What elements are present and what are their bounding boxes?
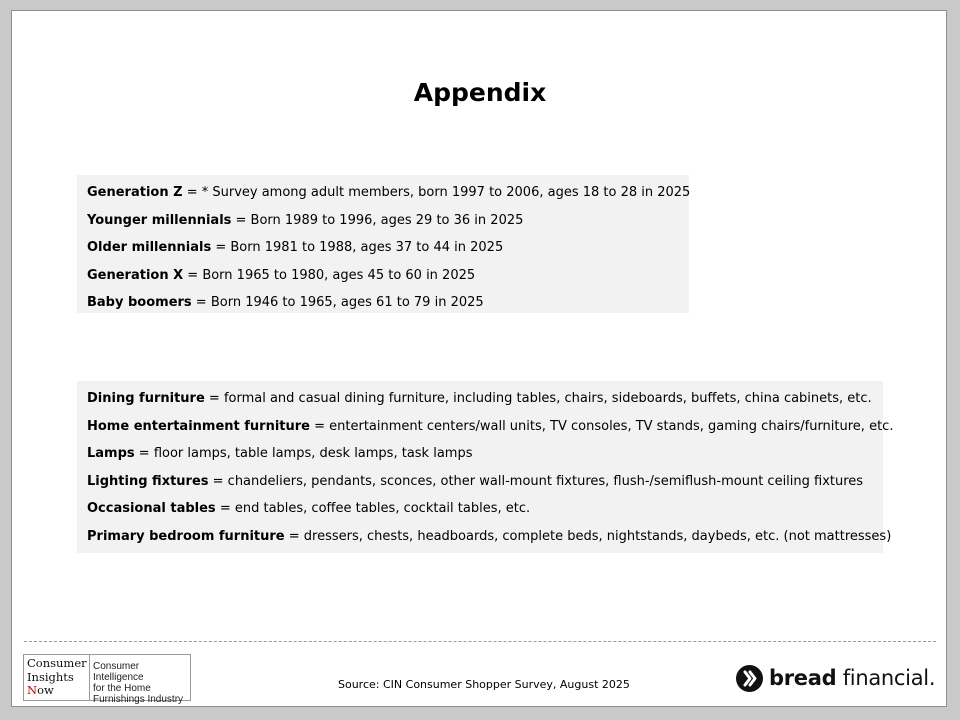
bread-financial-logo bbox=[736, 663, 935, 693]
brand-light: financial bbox=[836, 666, 929, 690]
definition-row bbox=[87, 234, 679, 262]
definition-term: Occasional tables bbox=[87, 501, 216, 516]
definition-term: Generation X bbox=[87, 267, 184, 283]
category-definitions bbox=[77, 381, 894, 553]
definition-text: = formal and casual dining furniture, including tables, chairs, sideboards, buffets, china cabinets, etc. bbox=[204, 391, 872, 406]
definition-text: = dressers, chests, headboards, complete beds, nightstands, daybeds, etc. (not mattresses) bbox=[284, 528, 892, 544]
brand-bold: bread bbox=[769, 666, 837, 690]
definition-text: = Born 1981 to 1988, ages 37 to 44 in 2025 bbox=[211, 240, 504, 255]
cin-tagline-line: for the Home bbox=[93, 683, 151, 694]
cin-logo-wordmark bbox=[24, 655, 90, 700]
cin-logo bbox=[23, 654, 191, 705]
definition-row bbox=[87, 440, 873, 468]
definition-row bbox=[87, 262, 679, 290]
bread-logo-icon bbox=[736, 665, 763, 692]
definition-text: = Born 1965 to 1980, ages 45 to 60 in 2025 bbox=[183, 267, 476, 283]
cin-tagline-line: Consumer Intelligence bbox=[93, 661, 144, 683]
bread-logo-text bbox=[769, 666, 935, 690]
definition-row bbox=[87, 495, 873, 523]
definition-text: = floor lamps, table lamps, desk lamps, task lamps bbox=[134, 446, 473, 461]
definition-text: = * Survey among adult members, born 1997 to 2006, ages 18 to 28 in 2025 bbox=[182, 185, 691, 200]
definition-term: Dining furniture bbox=[87, 391, 205, 406]
definition-term: Older millennials bbox=[87, 240, 212, 255]
definition-term: Home entertainment furniture bbox=[87, 418, 310, 434]
definition-text: = end tables, coffee tables, cocktail tables, etc. bbox=[215, 501, 531, 516]
definition-row bbox=[87, 385, 873, 413]
definition-term: Generation Z bbox=[87, 185, 183, 200]
definition-text: = entertainment centers/wall units, TV consoles, TV stands, gaming chairs/furniture, etc. bbox=[310, 418, 894, 434]
definition-term: Younger millennials bbox=[87, 212, 232, 228]
definition-row bbox=[87, 468, 873, 496]
definition-text: = Born 1989 to 1996, ages 29 to 36 in 2025 bbox=[231, 212, 524, 228]
definition-row bbox=[87, 179, 691, 207]
definition-term: Baby boomers bbox=[87, 295, 192, 310]
brand-mark: . bbox=[928, 666, 936, 690]
cin-tagline-line: Furnishings Industry bbox=[93, 694, 184, 705]
generations-definitions bbox=[77, 175, 689, 313]
definition-row bbox=[87, 207, 679, 235]
definition-text: = chandeliers, pendants, sconces, other wall-mount fixtures, flush-/semiflush-mount ceiling fixtures bbox=[208, 473, 864, 489]
cin-logo-accent: N bbox=[27, 683, 38, 697]
definition-term: Lamps bbox=[87, 446, 135, 461]
cin-logo-line bbox=[27, 684, 86, 698]
definition-row bbox=[87, 523, 892, 551]
page-title: Appendix bbox=[413, 78, 547, 107]
slide bbox=[11, 10, 947, 707]
source-note: Source: CIN Consumer Shopper Survey, August 2025 bbox=[338, 678, 630, 691]
definition-row bbox=[87, 413, 894, 441]
cin-logo-line-rest: ow bbox=[37, 683, 54, 697]
definition-text: = Born 1946 to 1965, ages 61 to 79 in 2025 bbox=[191, 295, 484, 310]
definition-term: Primary bedroom furniture bbox=[87, 528, 285, 544]
definition-term: Lighting fixtures bbox=[87, 473, 209, 489]
footer-divider bbox=[24, 641, 936, 642]
cin-logo-line: Consumer bbox=[27, 656, 87, 670]
definition-row bbox=[87, 289, 679, 317]
cin-logo-line: Insights bbox=[27, 669, 74, 684]
cin-logo-tagline bbox=[90, 655, 190, 705]
